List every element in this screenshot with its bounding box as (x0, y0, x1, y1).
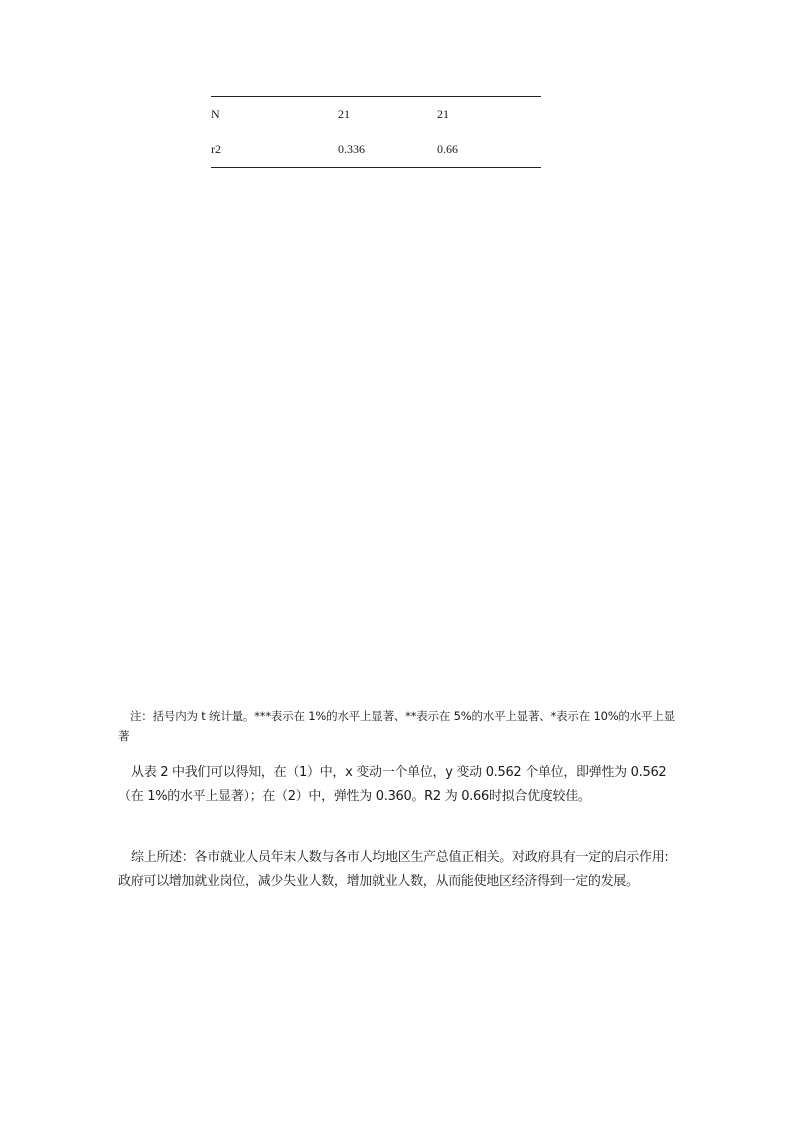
conclusion-paragraph: 综上所述：各市就业人员年末人数与各市人均地区生产总值正相关。对政府具有一定的启示作用: 政府可以增加就业岗位，减少失业人数，增加就业人数，从而能使地区经济得到一定的发展。 (118, 850, 669, 889)
regression-table-fragment (211, 96, 541, 168)
table-note: 注：括号内为 t 统计量。***表示在 1%的水平上显著、**表示在 5%的水平上显著、*表示在 10%的水平上显著 (118, 708, 675, 743)
analysis-paragraph: 从表 2 中我们可以得知，在（1）中，x 变动一个单位，y 变动 0.562 个单位，即弹性为 0.562（在 1%的水平上显著）；在（2）中，弹性为 0.360。R2 为 0.66时拟合优度较佳。 (118, 765, 667, 804)
model-2-value: 0.66 (437, 142, 458, 156)
table-row (211, 132, 541, 168)
model-1-value: 21 (338, 107, 350, 121)
table-row (211, 97, 541, 133)
row-label: r2 (211, 142, 221, 156)
model-1-value: 0.336 (338, 142, 365, 156)
model-2-value: 21 (437, 107, 449, 121)
row-label: N (211, 107, 220, 121)
